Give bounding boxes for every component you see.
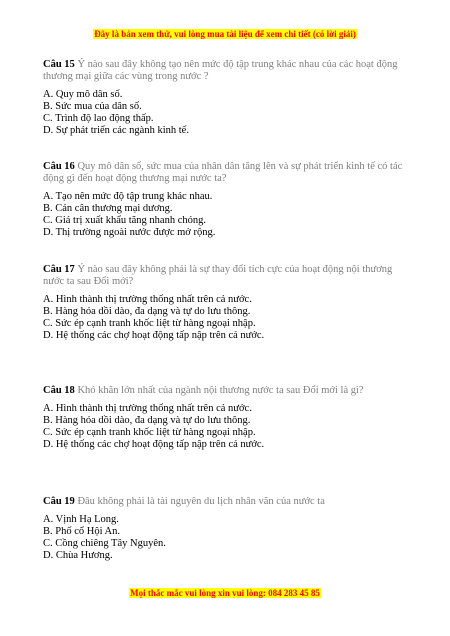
option-d: D. Hệ thống các chợ hoạt động tấp nập trên cả nước. bbox=[43, 439, 265, 450]
option-c: C. Trình độ lao động thấp. bbox=[43, 113, 154, 124]
question-19 bbox=[43, 496, 408, 562]
question-text: Ý nào sau đây không phải là sự thay đổi tích cực của hoạt động nội thương nước ta sau Đổi mới? bbox=[43, 264, 393, 287]
option-d: D. Chùa Hương. bbox=[43, 550, 113, 561]
question-15 bbox=[43, 59, 408, 137]
question-stem bbox=[43, 161, 408, 185]
question-stem bbox=[43, 59, 408, 83]
option-c: C. Giá trị xuất khẩu tăng nhanh chóng. bbox=[43, 215, 207, 226]
question-number: Câu 19 bbox=[43, 496, 75, 507]
question-18 bbox=[43, 385, 408, 451]
option-a: A. Quy mô dân số. bbox=[43, 89, 123, 100]
question-number: Câu 18 bbox=[43, 385, 75, 396]
option-c: C. Sức ép cạnh tranh khốc liệt từ hàng ngoại nhập. bbox=[43, 318, 256, 329]
question-text: Ý nào sau đây không tạo nên mức độ tập trung khác nhau của các hoạt động thương mại giữa các vùng trong nước ? bbox=[43, 59, 398, 82]
option-c: C. Cồng chiêng Tây Nguyên. bbox=[43, 538, 166, 549]
option-a: A. Hình thành thị trường thống nhất trên cả nước. bbox=[43, 403, 252, 414]
option-b: B. Phố cổ Hội An. bbox=[43, 526, 121, 537]
question-stem bbox=[43, 385, 408, 397]
question-text: Khó khăn lớn nhất của ngành nội thương nước ta sau Đổi mới là gì? bbox=[77, 385, 364, 396]
question-16 bbox=[43, 161, 408, 239]
option-b: B. Hàng hóa dồi dào, đa dạng và tự do lưu thông. bbox=[43, 306, 251, 317]
option-b: B. Sức mua của dân số. bbox=[43, 101, 142, 112]
option-b: B. Cán cân thương mại dương. bbox=[43, 203, 173, 214]
contact-notice-banner bbox=[0, 588, 450, 598]
option-b: B. Hàng hóa dồi dào, đa dạng và tự do lưu thông. bbox=[43, 415, 251, 426]
option-a: A. Hình thành thị trường thống nhất trên cả nước. bbox=[43, 294, 252, 305]
option-c: C. Sức ép cạnh tranh khốc liệt từ hàng ngoại nhập. bbox=[43, 427, 256, 438]
question-17 bbox=[43, 264, 408, 342]
question-number: Câu 15 bbox=[43, 59, 75, 70]
option-d: D. Hệ thống các chợ hoạt động tấp nập trên cả nước. bbox=[43, 330, 265, 341]
contact-notice-text: Mọi thắc mắc vui lòng xin vui lòng: 084 283 45 85 bbox=[130, 588, 320, 598]
option-a: A. Tạo nên mức độ tập trung khác nhau. bbox=[43, 191, 213, 202]
question-text: Đâu không phải là tài nguyên du lịch nhân văn của nước ta bbox=[77, 496, 325, 507]
option-d: D. Sự phát triển các ngành kinh tế. bbox=[43, 125, 189, 136]
preview-notice-banner bbox=[0, 29, 450, 39]
question-number: Câu 16 bbox=[43, 161, 75, 172]
question-text: Quy mô dân số, sức mua của nhân dân tăng lên và sự phát triển kinh tế có tác động gì đến hoạt động thương mại nước ta? bbox=[43, 161, 403, 184]
question-stem bbox=[43, 264, 408, 288]
option-d: D. Thị trường ngoài nước được mở rộng. bbox=[43, 227, 216, 238]
preview-notice-text: Đây là bản xem thử, vui lòng mua tài liệu để xem chi tiết (có lời giải) bbox=[94, 29, 356, 39]
option-a: A. Vịnh Hạ Long. bbox=[43, 514, 119, 525]
question-stem bbox=[43, 496, 408, 508]
question-number: Câu 17 bbox=[43, 264, 75, 275]
